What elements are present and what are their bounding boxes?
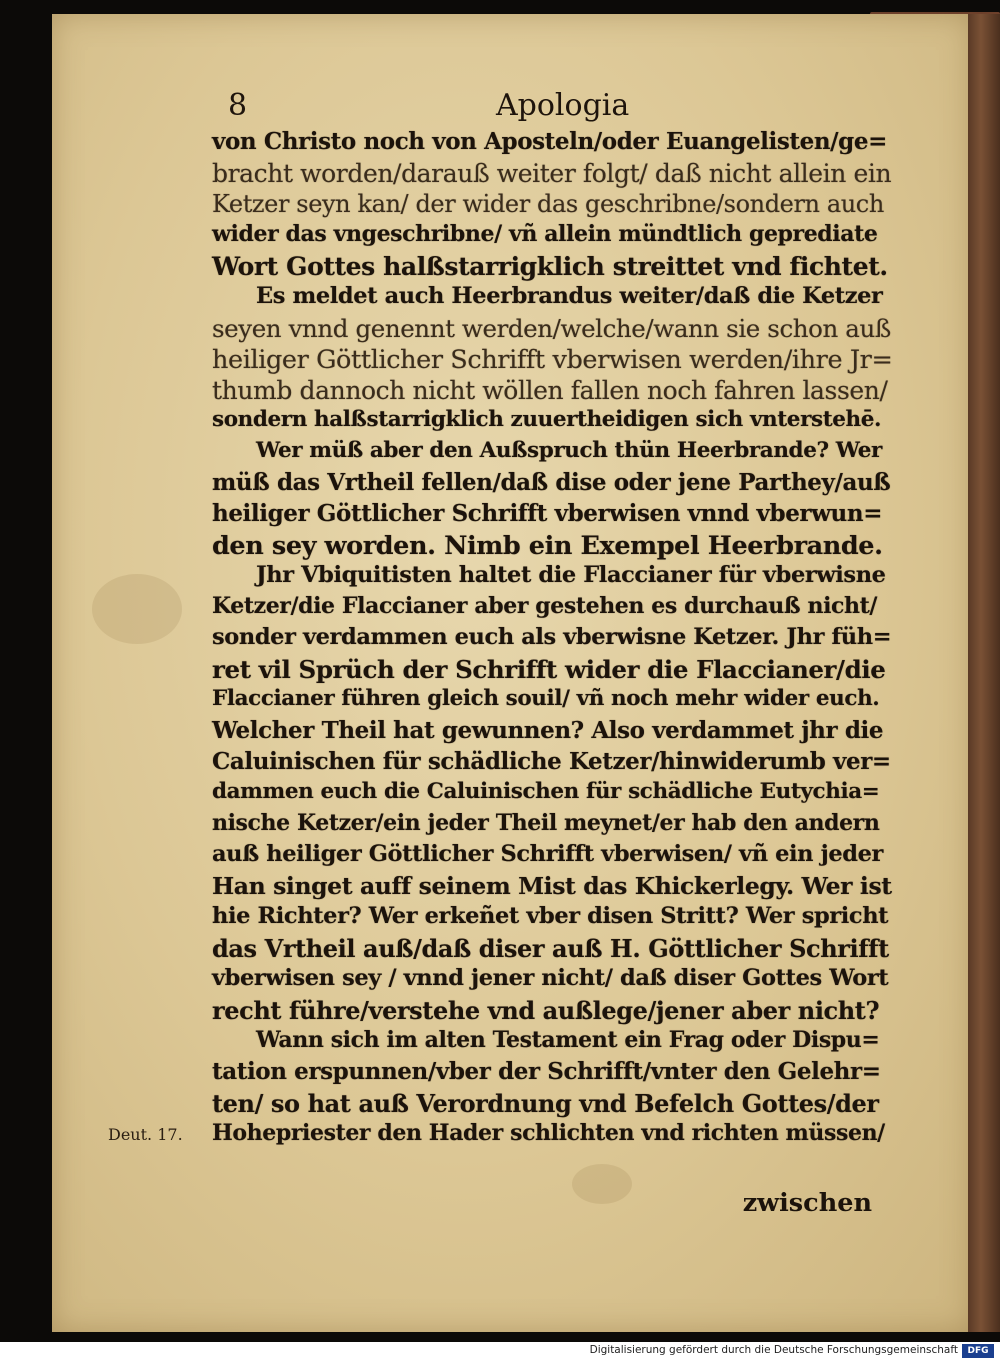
text-line: den sey worden. Nimb ein Exempel Heerbrande. (212, 531, 883, 561)
running-title: Apologia (496, 88, 630, 123)
catchword: zwischen (742, 1188, 872, 1218)
footer-bar (0, 1342, 1000, 1361)
text-line: Jhr Vbiquitisten haltet die Flaccianer für vberwisne (256, 562, 886, 588)
text-line: müß das Vrtheil fellen/daß dise oder jene Parthey/auß (212, 469, 891, 496)
text-line: Wann sich im alten Testament ein Frag oder Dispu= (256, 1027, 880, 1053)
text-line: dammen euch die Caluinischen für schädliche Eutychia= (212, 779, 880, 804)
text-line: das Vrtheil auß/daß diser auß H. Göttlicher Schrifft (212, 934, 889, 963)
text-line: heiliger Göttlicher Schrifft vberwisen werden/ihre Jr= (212, 345, 893, 375)
text-line: recht führe/verstehe vnd außlege/jener aber nicht? (212, 996, 880, 1025)
text-line: Ketzer seyn kan/ der wider das geschribne/sondern auch (212, 190, 884, 218)
book-spine (968, 14, 1000, 1332)
text-line: bracht worden/darauß weiter folgt/ daß nicht allein ein (212, 159, 892, 188)
paper-stain (92, 574, 182, 644)
paper-stain (572, 1164, 632, 1204)
text-line: ret vil Sprüch der Schrifft wider die Flaccianer/die (212, 655, 886, 684)
text-line: Wort Gottes halßstarrigklich streittet vnd fichtet. (212, 252, 888, 281)
text-line: hie Richter? Wer erkeñet vber disen Stritt? Wer spricht (212, 903, 889, 929)
page-number: 8 (228, 88, 248, 123)
text-line: seyen vnnd genennt werden/welche/wann sie schon auß (212, 314, 891, 343)
text-line: auß heiliger Göttlicher Schrifft vberwisen/ vñ ein jeder (212, 841, 883, 867)
text-line: tation erspunnen/vber der Schrifft/vnter den Gelehr= (212, 1058, 881, 1085)
text-line: heiliger Göttlicher Schrifft vberwisen vnnd vberwun= (212, 500, 883, 527)
text-line: wider das vngeschribne/ vñ allein mündtlich geprediate (212, 221, 878, 247)
text-line: ten/ so hat auß Verordnung vnd Befelch Gottes/der (212, 1089, 879, 1118)
dfg-logo: DFG (962, 1344, 994, 1358)
text-line: Flaccianer führen gleich souil/ vñ noch mehr wider euch. (212, 686, 880, 711)
text-line: Wer müß aber den Außspruch thün Heerbrande? Wer (256, 438, 882, 463)
text-line: Welcher Theil hat gewunnen? Also verdammet jhr die (212, 717, 884, 744)
text-line: Es meldet auch Heerbrandus weiter/daß die Ketzer (256, 283, 883, 309)
text-line: thumb dannoch nicht wöllen fallen noch fahren lassen/ (212, 376, 888, 405)
text-line: Han singet auff seinem Mist das Khickerlegy. Wer ist (212, 872, 892, 900)
text-line: nische Ketzer/ein jeder Theil meynet/er hab den andern (212, 810, 880, 836)
text-line: sondern halßstarrigklich zuuertheidigen sich vnterstehē. (212, 407, 882, 432)
text-line: Ketzer/die Flaccianer aber gestehen es durchauß nicht/ (212, 593, 878, 619)
funding-credit: Digitalisierung gefördert durch die Deutsche Forschungsgemeinschaft (589, 1344, 958, 1356)
text-line: sonder verdammen euch als vberwisne Ketzer. Jhr füh= (212, 624, 892, 650)
text-line: von Christo noch von Aposteln/oder Euangelisten/ge= (212, 128, 887, 155)
text-line: vberwisen sey / vnnd jener nicht/ daß diser Gottes Wort (212, 965, 889, 991)
margin-note: Deut. 17. (108, 1125, 183, 1144)
text-line: Caluinischen für schädliche Ketzer/hinwiderumb ver= (212, 748, 891, 775)
text-line: Hohepriester den Hader schlichten vnd richten müssen/ (212, 1120, 885, 1146)
